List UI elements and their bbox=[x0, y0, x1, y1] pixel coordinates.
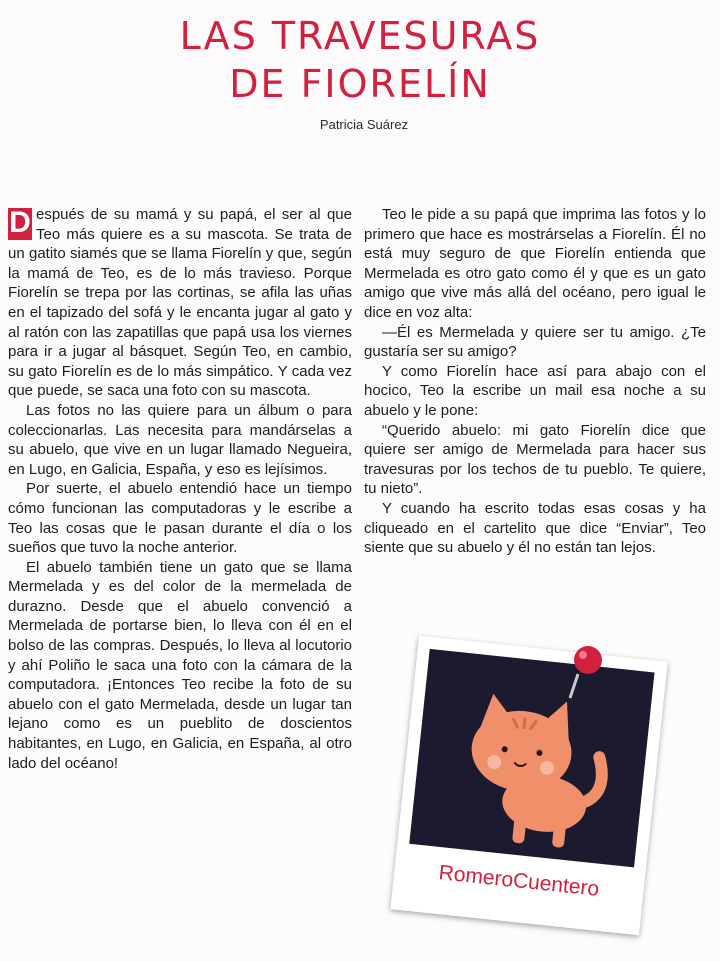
paragraph: Las fotos no las quiere para un álbum o para coleccionarlas. Las necesita para mandárselas a su abuelo, que vive en un lugar llamado Negueira, en Lugo, en Galicia, España, y eso es lejísimos. bbox=[8, 401, 352, 478]
drop-cap: D bbox=[9, 206, 31, 239]
push-pin-icon bbox=[560, 640, 610, 700]
paragraph-text: espués de su mamá y su papá, el ser al que Teo más quiere es a su mascota. Se trata de un gatito siamés que se llama Fiorelín y que, según la mamá de Teo, es de lo más travieso. Porque Fiorelín se trepa por las cortinas, se afila las uñas en el tapizado del sofá y le encanta jugar al gato y al ratón con las zapatillas que papá usa los viernes para ir a jugar al básquet. Según Teo, en cambio, su gato Fiorelín es de lo más simpático. Y cada vez que puede, se saca una foto con su mascota. bbox=[8, 206, 352, 400]
paragraph: El abuelo también tiene un gato que se llama Mermelada y es del color de la mermelada de durazno. Desde que el abuelo convenció a Mermelada de portarse bien, lo lleva con él en el bolso de las compras. Después, lo lleva al locutorio y ahí Poliño le saca una foto con la cámara de la computadora. ¡Entonces Teo recibe la foto de su abuelo con el gato Mermelada, desde un lugar tan lejano como es un pueblito de doscientos habitantes, en Lugo, en Galicia, en España, al otro lado del océano! bbox=[8, 558, 352, 772]
paragraph: Y como Fiorelín hace así para abajo con el hocico, Teo la escribe un mail esa noche a su abuelo y le pone: bbox=[364, 362, 706, 419]
text-column-left bbox=[8, 205, 352, 773]
paragraph: —Él es Mermelada y quiere ser tu amigo. ¿Te gustaría ser su amigo? bbox=[364, 323, 706, 361]
author-name: Patricia Suárez bbox=[319, 117, 409, 132]
orange-cat-icon bbox=[440, 682, 626, 859]
paragraph: “Querido abuelo: mi gato Fiorelín dice que quiere ser amigo de Mermelada para hacer sus travesuras por los techos de tu pueblo. Te quiere, tu nieto”. bbox=[364, 421, 706, 498]
paragraph: Por suerte, el abuelo entendió hace un tiempo cómo funcionan las computadoras y le escribe a Teo las cosas que le pasan durante el día o los sueños que tuvo la noche anterior. bbox=[8, 480, 352, 557]
story-title-line-2: DE FIORELÍN bbox=[229, 62, 491, 106]
photo-image bbox=[409, 649, 654, 868]
paragraph: Teo le pide a su papá que imprima las fotos y lo primero que hace es mostrárselas a Fiorelín. Él no está muy seguro de que Fiorelín entienda que Mermelada es otro gato como él y que es un gato amigo que vive más allá del océano, pero igual le dice en voz alta: bbox=[364, 206, 706, 321]
paragraph bbox=[8, 205, 352, 401]
story-title-line-1: LAS TRAVESURAS bbox=[179, 14, 541, 58]
photo-credit: RomeroCuentero bbox=[437, 861, 601, 901]
polaroid-photo bbox=[390, 636, 667, 936]
paragraph: Y cuando ha escrito todas esas cosas y ha cliqueado en el cartelito que dice “Enviar”, Teo siente que su abuelo y él no están tan lejos. bbox=[364, 499, 706, 557]
text-column-right bbox=[364, 205, 706, 558]
